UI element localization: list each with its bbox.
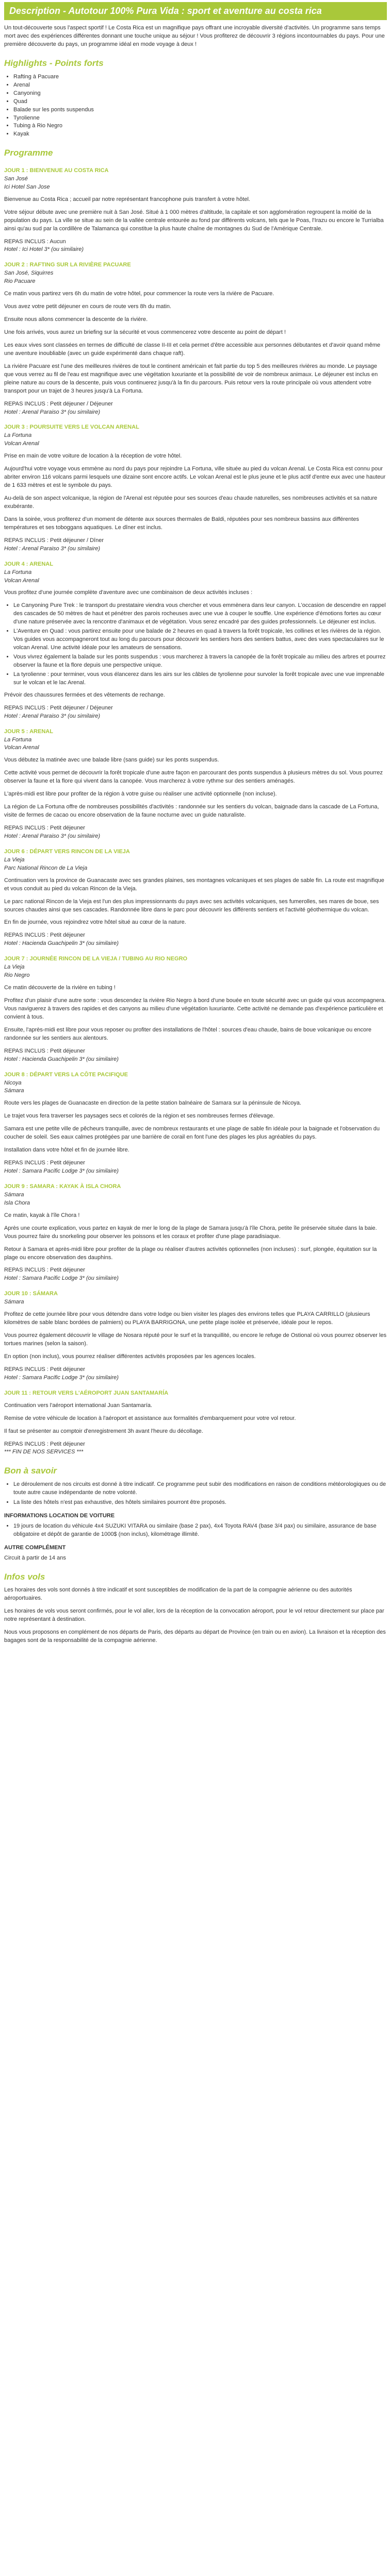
day-location: La Vieja — [4, 964, 25, 971]
day-block — [4, 423, 387, 553]
day-paragraph: Ce matin découverte de la rivière en tubing ! — [4, 985, 116, 991]
day-activity-list — [13, 602, 387, 687]
day-location: Parc National Rincon de La Vieja — [4, 865, 88, 871]
day-spacer — [4, 873, 387, 877]
day-location: Volcan Arenal — [4, 744, 39, 751]
day-paragraph: Route vers les plages de Guanacaste en direction de la petite station balnéaire de Samara sur la péninsule de Nicoya. — [4, 1100, 302, 1107]
day-location: San José — [4, 175, 28, 182]
highlight-item: • Canyoning — [13, 90, 387, 98]
day-paragraph: Vous avez votre petit déjeuner en cours de route vers 8h du matin. — [4, 303, 172, 310]
day-location: Rio Pacuare — [4, 278, 36, 285]
day-block — [4, 561, 387, 721]
day-meals: REPAS INCLUS : Petit déjeuner — [4, 1047, 85, 1054]
title-band — [4, 2, 387, 20]
day-location: La Vieja — [4, 856, 25, 863]
day-paragraph: Cette activité vous permet de découvrir la forêt tropicale d'une autre façon en parcourant des ponts suspendus à plusieurs mètres du sol. Vous pourrez observer la faune et la flore qui vivent dans la canopée. Vous marcherez à votre rythme sur des sentiers aménagés. — [4, 770, 383, 785]
day-hotel: Hotel : Arenal Paraiso 3* (ou similaire) — [4, 713, 101, 719]
day-spacer — [4, 585, 387, 589]
day-hotel: Hotel : Hacienda Guachipelin 3* (ou similaire) — [4, 1056, 119, 1062]
day-location: Volcan Arenal — [4, 577, 39, 584]
day-hotel: Hotel : Ici Hotel 3* (ou similaire) — [4, 246, 84, 253]
infos-paragraph: Les horaires des vols sont donnés à titre indicatif et sont susceptibles de modification de la part de la compagnie aérienne ou des autorités aéroportuaires. — [4, 1587, 352, 1602]
day-location: Isla Chora — [4, 1199, 30, 1206]
day-paragraph: En option (non inclus), vous pourrez réaliser différentes activités proposées par les agences locales. — [4, 1353, 256, 1360]
infos-text — [4, 1586, 387, 1645]
highlight-item: • Balade sur les ponts suspendus — [13, 106, 387, 114]
day-meals: REPAS INCLUS : Petit déjeuner / Déjeuner — [4, 400, 113, 407]
car-info-list — [13, 1522, 387, 1539]
day-meals: REPAS INCLUS : Petit déjeuner — [4, 1160, 85, 1166]
day-block — [4, 728, 387, 841]
day-title: JOUR 6 : DÉPART VERS RINCON DE LA VIEJA — [4, 848, 130, 855]
intro-text: Un tout-découverte sous l'aspect sportif ! Le Costa Rica est un magnifique pays offrant une incroyable diversité d'activités. Un programme sans temps mort avec des expériences différentes donnant une touche unique au séjour ! Vous profiterez de découvrir 3 régions incontournables du pays. Pour une première découverte du pays, un programme idéal en mode voyage à deux ! — [4, 25, 385, 48]
programme-days — [4, 167, 387, 1456]
day-paragraph: La rivière Pacuare est l'une des meilleures rivières de tout le continent américain et fait partie du top 5 des meilleures rivières au monde. Le paysage que vous verrez au fil de l'eau est magnifique avec une végétation luxuriante et la possibilité de voir de nombreux animaux. Le déjeuner est inclus en pleine nature au cours de la descente, puis vous continuerez jusqu'à la fin du parcours. Puis retour vers la route principale où vous attendent votre transport pour un trajet de 3 heures jusqu'à La Fortuna. — [4, 363, 378, 394]
day-paragraph: Ensuite nous allons commencer la descente de la rivière. — [4, 316, 148, 323]
day-paragraph: Retour à Samara et après-midi libre pour profiter de la plage ou réaliser d'autres activités optionnelles (non incluses) : surf, plongée, équitation sur la plage ou encore observation des dauphins. — [4, 1246, 377, 1261]
extras-heading: AUTRE COMPLÉMENT — [4, 1544, 66, 1551]
infos-paragraph: Les horaires de vols vous seront confirmés, pour le vol aller, lors de la réception de la convocation aéroport, pour le vol retour directement sur place par notre représentant à destination. — [4, 1608, 384, 1623]
day-block — [4, 955, 387, 1063]
highlights-title: Highlights - Points forts — [4, 58, 104, 69]
day-paragraph: Les eaux vives sont classées en termes de difficulté de classe II-III et cela permet d'être accessible aux personnes débutantes et d'avoir quand même une aventure inoubliable (avec un guide expérimenté dans chaque raft). — [4, 342, 381, 357]
day-activity-item: • Vous vivrez également la balade sur les ponts suspendus : vous marcherez à travers la canopée de la forêt tropicale au milieu des arbres et pourrez observer la faune et la flore depuis une perspective unique. — [13, 653, 387, 670]
day-spacer — [4, 1307, 387, 1311]
day-location: Volcan Arenal — [4, 440, 39, 447]
day-paragraph: Continuation vers la province de Guanacaste avec ses grandes plaines, ses montagnes volcaniques et ses plages de sable fin. La route est magnifique et vous conduit au pied du volcan Rincon de la Vieja. — [4, 877, 384, 892]
day-title: JOUR 3 : POURSUITE VERS LE VOLCAN ARENAL — [4, 424, 139, 431]
day-location: Nicoya — [4, 1079, 22, 1086]
day-meals: REPAS INCLUS : Petit déjeuner / Déjeuner — [4, 704, 113, 711]
day-hotel: Hotel : Samara Pacific Lodge 3* (ou similaire) — [4, 1275, 119, 1282]
day-spacer — [4, 1095, 387, 1099]
day-location: La Fortuna — [4, 736, 32, 743]
day-meals: REPAS INCLUS : Petit déjeuner / Dîner — [4, 537, 104, 544]
bon-a-savoir-title: Bon à savoir — [4, 1466, 57, 1476]
day-spacer — [4, 752, 387, 756]
day-location: San José, Siquirres — [4, 270, 54, 277]
day-location: Sámara — [4, 1299, 24, 1306]
bon-a-savoir-item: • Le déroulement de nos circuits est donné à titre indicatif. Ce programme peut subir des modifications en raison de conditions météorologiques ou de toute autre cause indépendante de notre volonté. — [13, 1481, 387, 1497]
day-meals: REPAS INCLUS : Aucun — [4, 238, 66, 245]
day-paragraph: Installation dans votre hôtel et fin de journée libre. — [4, 1147, 129, 1154]
day-paragraph: Remise de votre véhicule de location à l'aéroport et assistance aux formalités d'embarquement pour votre vol retour. — [4, 1415, 296, 1421]
day-location: Ici Hotel San Jose — [4, 183, 50, 190]
page-title: Description - Autotour 100% Pura Vida : sport et aventure au costa rica — [9, 6, 322, 16]
day-activity-item: • L'Aventure en Quad : vous partirez ensuite pour une balade de 2 heures en quad à travers la forêt tropicale, les collines et les rivières de la région. Vos guides vous accompagneront tout au long du parcours pour découvrir les sentiers hors des sentiers battus, avec des vues spectaculaires sur le volcan Arenal. Une activité idéale pour les amateurs de sensations. — [13, 628, 387, 652]
day-block — [4, 167, 387, 254]
day-hotel: Hotel : Arenal Paraiso 3* (ou similaire) — [4, 409, 101, 415]
day-spacer — [4, 1398, 387, 1402]
day-title: JOUR 5 : ARENAL — [4, 728, 53, 735]
day-paragraph: Aujourd'hui votre voyage vous emmène au nord du pays pour rejoindre La Fortuna, ville située au pied du volcan Arenal. Le Costa Rica est connu pour abriter environ 116 volcans parmi lesquels une dizaine sont encore actifs. Le volcan Arenal est le plus jeune et le plus actif d'entre eux avec une hauteur de 1 633 mètres et est le symbole du pays. — [4, 466, 386, 489]
day-paragraph: L'après-midi est libre pour profiter de la région à votre guise ou réaliser une activité optionnelle (non incluse). — [4, 791, 277, 798]
day-title: JOUR 4 : ARENAL — [4, 561, 53, 567]
day-paragraph: Après une courte explication, vous partez en kayak de mer le long de la plage de Samara jusqu'à l'île Chora, petite île préservée située dans la baie. Vous pourrez faire du snorkeling pour observer les poissons et les coraux et profiter d'une plage paradisiaque. — [4, 1225, 377, 1240]
day-paragraph: Vous pourrez également découvrir le village de Nosara réputé pour le surf et la tranquillité, ou encore le refuge de Ostional où vous pourrez observer les tortues marines (selon la saison). — [4, 1332, 387, 1347]
day-block — [4, 1290, 387, 1382]
day-paragraph: Votre séjour débute avec une première nuit à San José. Situé à 1 000 mètres d'altitude, la capitale et son agglomération regroupent la moitié de la population du pays. La ville se situe au sein de la vallée centrale entourée au fond par différents volcans, tels que le Poas, l'Irazu ou encore le Turrialba ainsi qu'au sud par la cordillère de Talamanca qui constitue la plus haute chaîne de montagnes du Sud de l'Amérique Centrale. — [4, 209, 384, 232]
day-paragraph: Il faut se présenter au comptoir d'enregistrement 3h avant l'heure du décollage. — [4, 1428, 203, 1434]
highlight-item: • Kayak — [13, 130, 387, 139]
day-meals: REPAS INCLUS : Petit déjeuner — [4, 825, 85, 832]
day-location: Rio Negro — [4, 972, 30, 979]
day-paragraph: Continuation vers l'aéroport international Juan Santamaría. — [4, 1402, 153, 1409]
day-paragraph: Dans la soirée, vous profiterez d'un moment de détente aux sources thermales de Baldi, réputées pour ses nombreux bassins aux différentes températures et ses toboggans aquatiques. Le dîner est inclus. — [4, 516, 359, 531]
day-location: Sámara — [4, 1191, 24, 1198]
day-paragraph: Vous débutez la matinée avec une balade libre (sans guide) sur les ponts suspendus. — [4, 757, 219, 764]
day-paragraph: La région de La Fortuna offre de nombreuses possibilités d'activités : randonnée sur les sentiers du volcan, baignade dans la cascade de La Fortuna, visite de fermes de cacao ou encore observation de la faune nocturne avec un guide naturaliste. — [4, 804, 379, 819]
day-location: Sámara — [4, 1088, 24, 1094]
infos-paragraph: Nous vous proposons en complément de nos départs de Paris, des départs au départ de Province (en train ou en avion). La livraison et la réception des bagages sont de la responsabilité de la compagnie aérienne. — [4, 1629, 386, 1643]
day-hotel: Hotel : Arenal Paraiso 3* (ou similaire) — [4, 545, 101, 552]
day-spacer — [4, 448, 387, 452]
day-title: JOUR 10 : SÁMARA — [4, 1291, 58, 1297]
car-info-item: • 19 jours de location du véhicule 4x4 SUZUKI VITARA ou similaire (base 2 pax), 4x4 Toyota RAV4 (base 3/4 pax) ou similaire, assurance de base obligatoire et dépôt de garantie de 1000$ (non inclus), kilométrage illimité. — [13, 1522, 387, 1539]
day-block — [4, 261, 387, 416]
day-spacer — [4, 286, 387, 290]
highlight-item: • Quad — [13, 98, 387, 106]
day-paragraph: Samara est une petite ville de pêcheurs tranquille, avec de nombreux restaurants et une plage de sable fin idéale pour la baignade et l'observation du coucher de soleil. Ses eaux calmes protégées par une barrière de corail en font l'une des plages les plus agréables du pays. — [4, 1126, 380, 1141]
day-activity-item: • Le Canyoning Pure Trek : le transport du prestataire viendra vous chercher et vous emmènera dans leur canyon. L'occasion de descendre en rappel des cascades de 50 mètres de haut et pénétrer des parois rocheuses avec une vue à couper le souffle. Une expérience d'émotions fortes au cœur d'une nature préservée avec la rencontre d'animaux et de végétation. Vous serez encadré par des guides professionnels. Le déjeuner est inclus. — [13, 602, 387, 626]
highlight-item: • Rafting à Pacuare — [13, 73, 387, 81]
day-hotel: Hotel : Arenal Paraiso 3* (ou similaire) — [4, 833, 101, 839]
day-paragraph: En fin de journée, vous rejoindrez votre hôtel situé au cœur de la nature. — [4, 919, 186, 926]
day-title: JOUR 7 : JOURNÉE RINCON DE LA VIEJA / TUBING AU RIO NEGRO — [4, 956, 188, 962]
day-title: JOUR 11 : RETOUR VERS L'AÉROPORT JUAN SANTAMARÍA — [4, 1389, 169, 1396]
day-paragraph: Au-delà de son aspect volcanique, la région de l'Arenal est réputée pour ses sources d'eau chaude naturelles, ses nombreuses activités et sa nature exubérante. — [4, 495, 378, 510]
extras-text: Circuit à partir de 14 ans — [4, 1554, 66, 1561]
day-paragraph: Ce matin vous partirez vers 6h du matin de votre hôtel, pour commencer la route vers la rivière de Pacuare. — [4, 291, 274, 297]
programme-title: Programme — [4, 148, 53, 158]
day-spacer — [4, 980, 387, 984]
day-paragraph: Une fois arrivés, vous aurez un briefing sur la sécurité et vous commencerez votre descente au point de départ ! — [4, 329, 286, 336]
day-meals: REPAS INCLUS : Petit déjeuner — [4, 932, 85, 939]
day-paragraph: Le parc national Rincon de la Vieja est l'un des plus impressionnants du pays avec ses activités volcaniques, ses fumerolles, ses mares de boue, ses sources chaudes ainsi que ses cascades. Randonnée libre dans le parc pour découvrir les différents sentiers et l'activité géothermique du volcan. — [4, 898, 379, 913]
day-block — [4, 1389, 387, 1457]
day-spacer — [4, 192, 387, 196]
day-title: JOUR 2 : RAFTING SUR LA RIVIÈRE PACUARE — [4, 262, 131, 268]
day-paragraph: Profitez de cette journée libre pour vous détendre dans votre lodge ou bien visiter les plages des environs telles que PLAYA CARRILLO (plusieurs kilomètres de sable blanc bordées de palmiers) ou PLAYA BARRIGONA, une petite plage isolée et préservée, idéale pour le repos. — [4, 1311, 370, 1326]
day-title: JOUR 9 : SAMARA : KAYAK À ISLA CHORA — [4, 1183, 121, 1190]
bon-a-savoir-list — [13, 1481, 387, 1507]
day-paragraph: Ensuite, l'après-midi est libre pour vous reposer ou profiter des installations de l'hôtel : sources d'eau chaude, bains de boue volcanique ou encore randonnée sur les sentiers aux alentours. — [4, 1026, 371, 1041]
day-paragraph: Prise en main de votre voiture de location à la réception de votre hôtel. — [4, 453, 182, 460]
day-paragraph: Le trajet vous fera traverser les paysages secs et colorés de la région et ses nombreuses fermes d'élevage. — [4, 1113, 275, 1120]
day-hotel: Hotel : Hacienda Guachipelin 3* (ou similaire) — [4, 940, 119, 947]
car-info-heading: INFORMATIONS LOCATION DE VOITURE — [4, 1512, 115, 1519]
day-hotel: *** FIN DE NOS SERVICES *** — [4, 1449, 84, 1455]
highlight-item: • Arenal — [13, 81, 387, 90]
day-paragraph: Bienvenue au Costa Rica ; accueil par notre représentant francophone puis transfert à votre hôtel. — [4, 196, 250, 202]
day-title: JOUR 8 : DÉPART VERS LA CÔTE PACIFIQUE — [4, 1071, 128, 1078]
day-meals: REPAS INCLUS : Petit déjeuner — [4, 1267, 85, 1274]
bon-a-savoir-item: • La liste des hôtels n'est pas exhaustive, des hôtels similaires pourront être proposés. — [13, 1499, 387, 1507]
highlight-item: • Tubing à Rio Negro — [13, 122, 387, 130]
day-paragraph: Ce matin, kayak à l'île Chora ! — [4, 1212, 80, 1218]
highlights-list — [13, 73, 387, 139]
day-activity-item: • La tyrolienne : pour terminer, vous vous élancerez dans les airs sur les câbles de tyrolienne pour survoler la forêt tropicale avec une vue imprenable sur le volcan et le lac Arenal. — [13, 671, 387, 687]
day-paragraph: Vous profitez d'une journée complète d'aventure avec une combinaison de deux activités incluses : — [4, 589, 253, 596]
day-hotel: Hotel : Samara Pacific Lodge 3* (ou similaire) — [4, 1168, 119, 1175]
day-hotel: Hotel : Samara Pacific Lodge 3* (ou similaire) — [4, 1374, 119, 1381]
day-title: JOUR 1 : BIENVENUE AU COSTA RICA — [4, 167, 109, 174]
day-meals: REPAS INCLUS : Petit déjeuner — [4, 1440, 85, 1447]
day-block — [4, 848, 387, 948]
day-block — [4, 1183, 387, 1283]
highlight-item: • Tyrolienne — [13, 114, 387, 123]
day-meals: REPAS INCLUS : Petit déjeuner — [4, 1366, 85, 1372]
day-block — [4, 1071, 387, 1176]
day-note: Prévoir des chaussures fermées et des vêtements de rechange. — [4, 691, 165, 698]
day-paragraph: Profitez d'un plaisir d'une autre sorte : vous descendez la rivière Rio Negro à bord d'une bouée en toute sécurité avec un guide qui vous accompagnera. Vous naviguerez à travers des rapides et des canyons au milieu d'une végétation luxuriante. Cette activité ne demande pas d'expérience particulière et convient à tous. — [4, 997, 386, 1020]
infos-title: Infos vols — [4, 1571, 45, 1582]
day-location: La Fortuna — [4, 569, 32, 575]
day-spacer — [4, 1208, 387, 1212]
day-location: La Fortuna — [4, 432, 32, 439]
